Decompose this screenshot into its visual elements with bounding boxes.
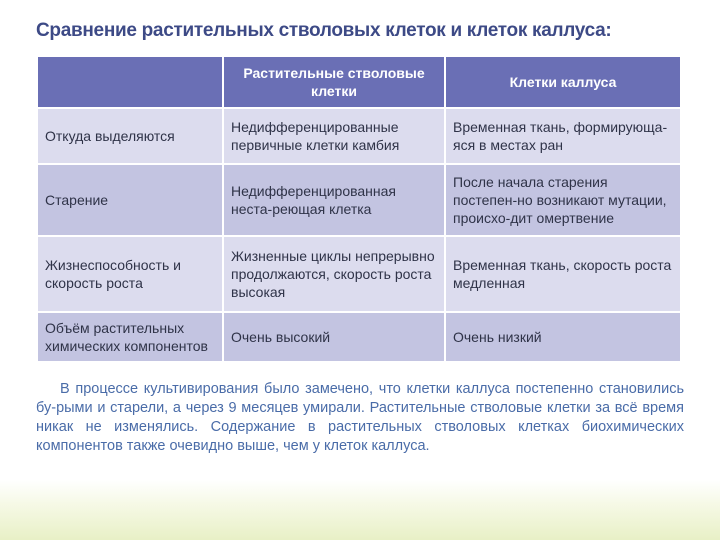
table-header-callus-cells: Клетки каллуса (445, 56, 681, 108)
table-cell-criterion: Откуда выделяются (37, 108, 223, 164)
page-title: Сравнение растительных стволовых клеток и клеток каллуса: (36, 20, 612, 41)
table-cell-callus: Временная ткань, скорость роста медленная (445, 236, 681, 312)
table-header-row (37, 56, 681, 108)
table-cell-criterion: Объём растительных химических компонентов (37, 312, 223, 362)
table-header-cell-empty (37, 56, 223, 108)
table-row (37, 164, 681, 236)
background-band (0, 480, 720, 540)
table-cell-stem: Жизненные циклы непрерывно продолжаются, скорость роста высокая (223, 236, 445, 312)
comparison-table (36, 55, 682, 363)
table-cell-stem: Недифференцированные первичные клетки камбия (223, 108, 445, 164)
comparison-table-wrapper (36, 55, 680, 363)
table-cell-criterion: Жизнеспособность и скорость роста (37, 236, 223, 312)
table-row (37, 312, 681, 362)
table-row (37, 108, 681, 164)
table-cell-callus: Временная ткань, формирующа-яся в местах ран (445, 108, 681, 164)
table-cell-criterion: Старение (37, 164, 223, 236)
description-paragraph: В процессе культивирования было замечено, что клетки каллуса постепенно становились бу-рыми и старели, а через 9 месяцев умирали. Растительные стволовые клетки за всё время никак не изменялись. Содержание в растительных стволовых клетках биохимических компонентов также очевидно выше, чем у клеток каллуса. (36, 381, 684, 454)
table-cell-callus: После начала старения постепен-но возникают мутации, происхо-дит омертвение (445, 164, 681, 236)
table-cell-stem: Очень высокий (223, 312, 445, 362)
table-cell-callus: Очень низкий (445, 312, 681, 362)
table-header-stem-cells: Растительные стволовые клетки (223, 56, 445, 108)
table-row (37, 236, 681, 312)
table-cell-stem: Недифференцированная неста-реющая клетка (223, 164, 445, 236)
